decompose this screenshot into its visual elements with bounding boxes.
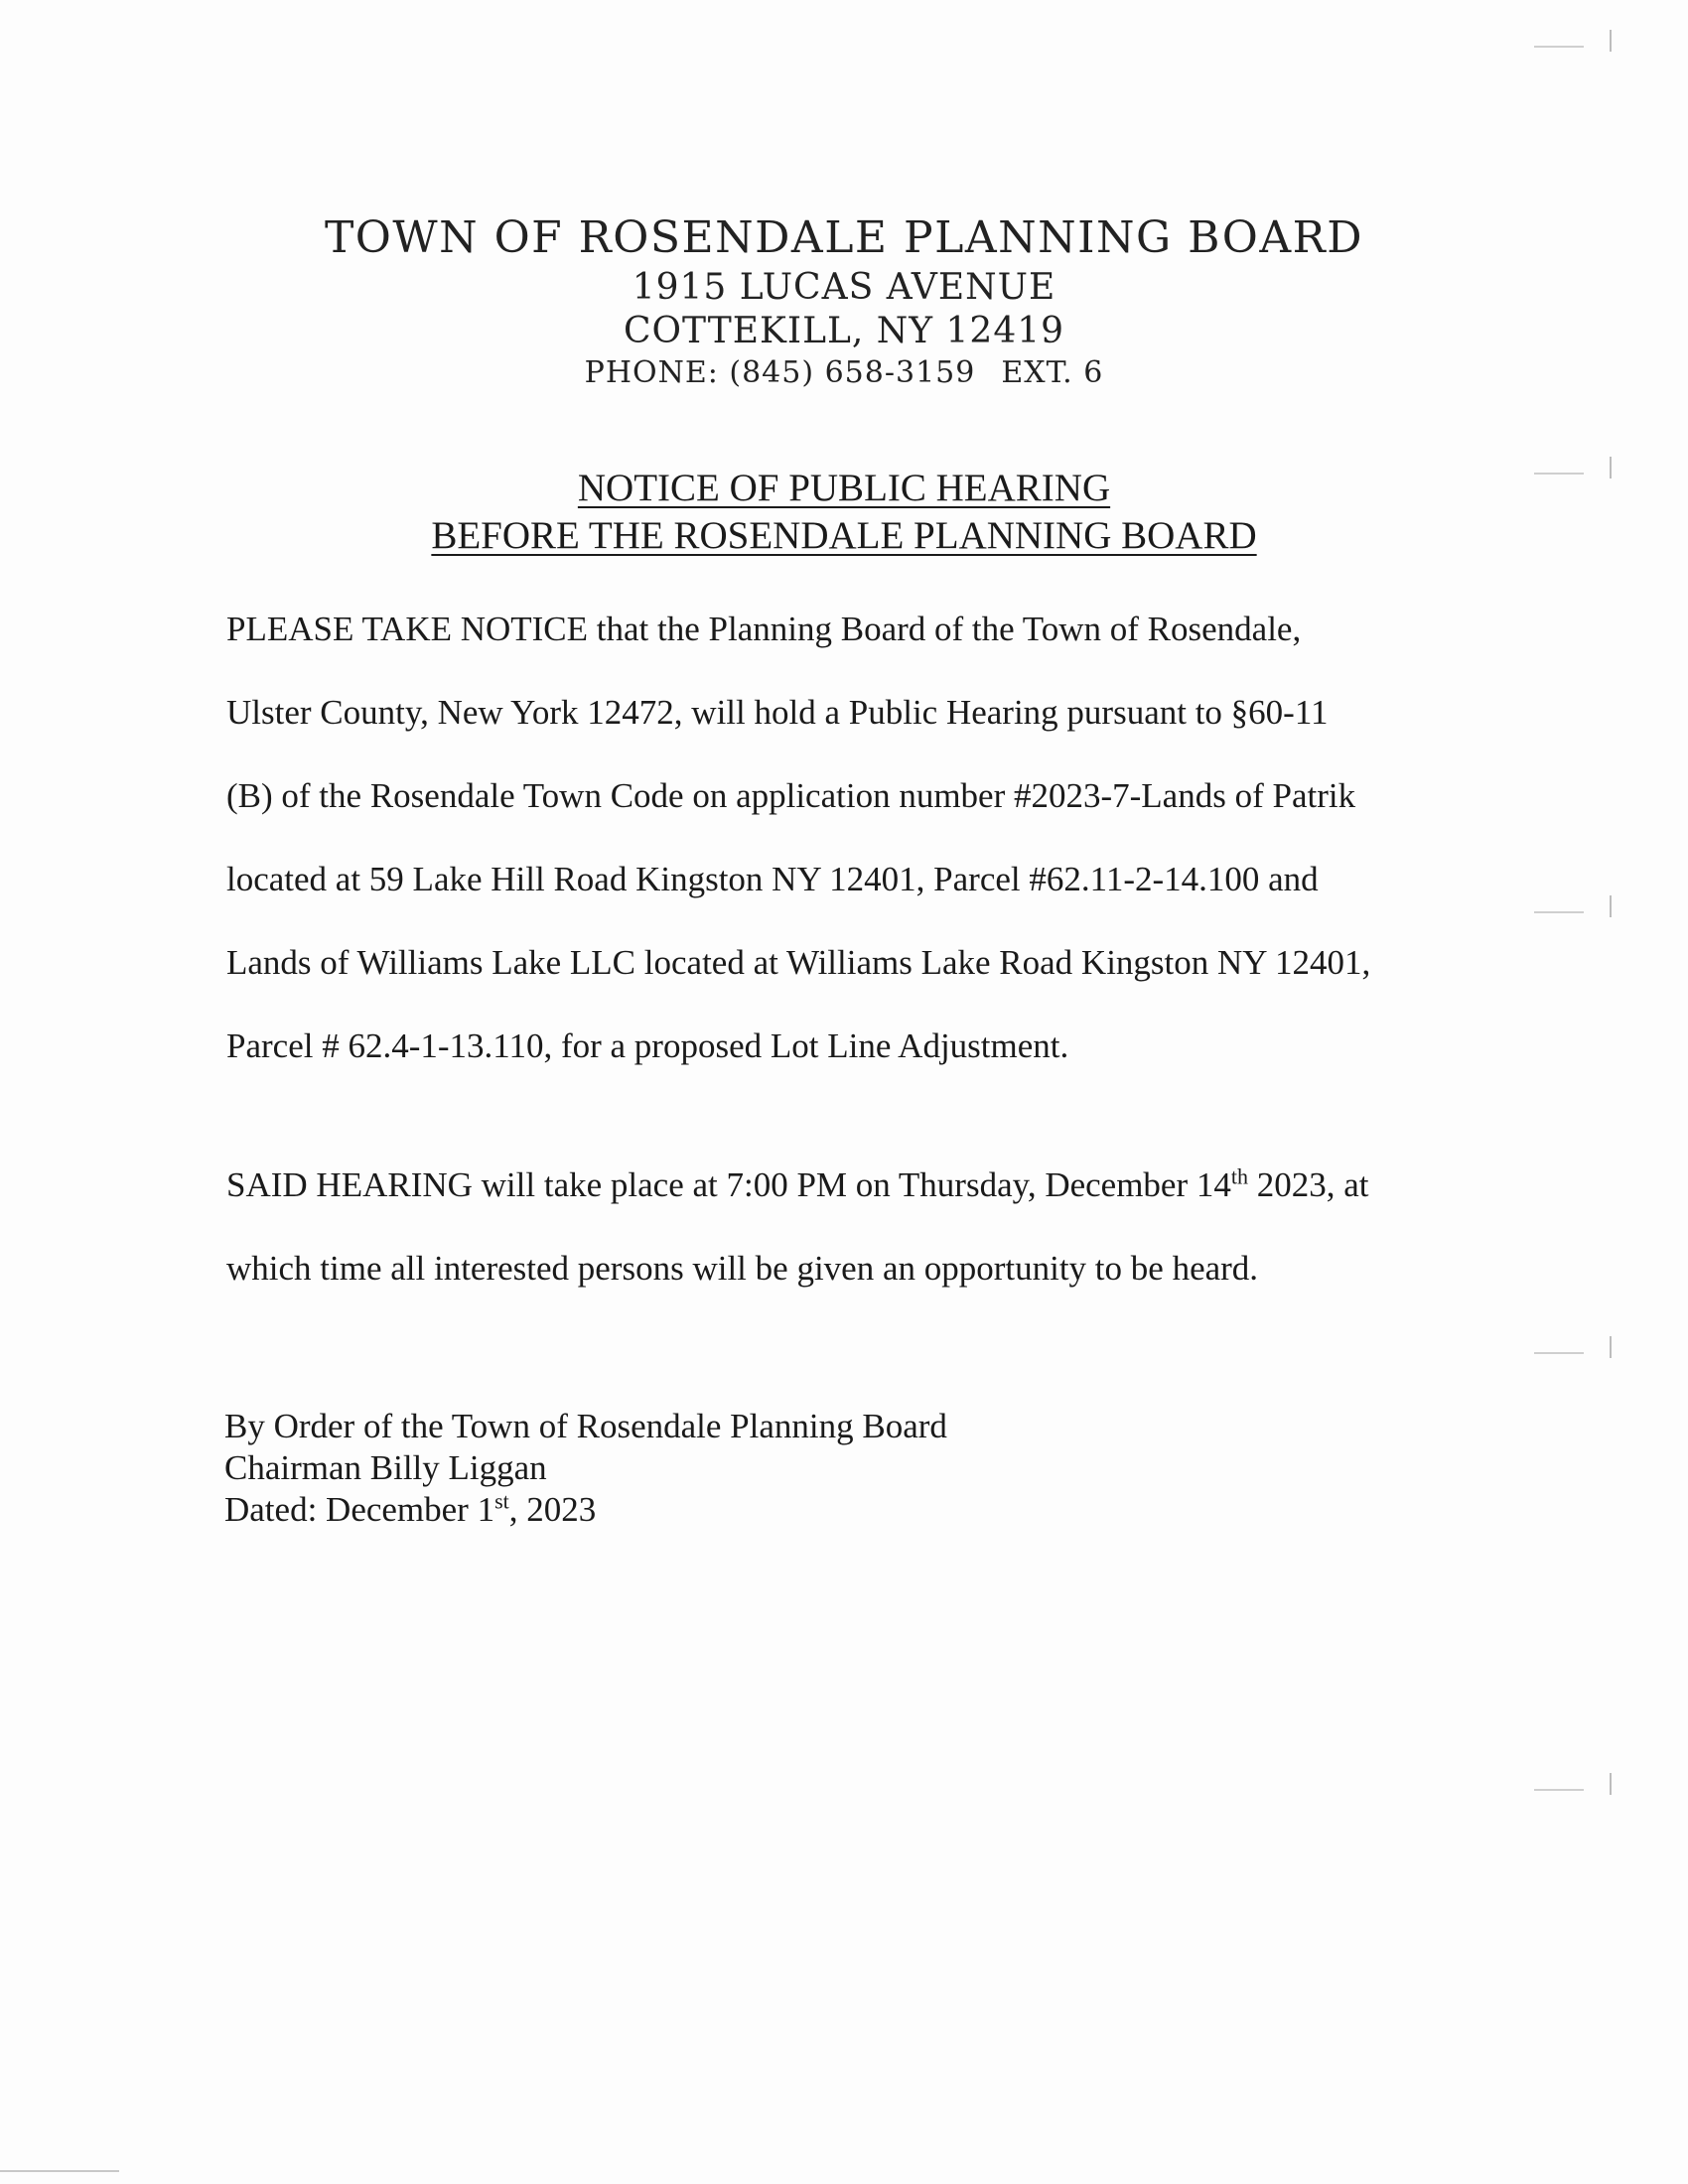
scan-artifact	[1534, 40, 1614, 54]
organization-name: TOWN OF ROSENDALE PLANNING BOARD	[324, 212, 1364, 263]
phone-number: PHONE: (845) 658-3159	[584, 355, 976, 390]
hearing-text: SAID HEARING will take place at 7:00 PM on Thursday, December 14	[226, 1165, 1231, 1204]
paragraph-line: Lands of Williams Lake LLC located at Williams Lake Road Kingston NY 12401,	[226, 943, 1371, 982]
signature-order: By Order of the Town of Rosendale Planning Board	[224, 1407, 947, 1445]
notice-title	[0, 465, 1688, 560]
notice-paragraph	[226, 588, 1477, 1088]
notice-title-line2: BEFORE THE ROSENDALE PLANNING BOARD	[431, 514, 1257, 557]
paragraph-line: PLEASE TAKE NOTICE that the Planning Board of the Town of Rosendale,	[226, 610, 1302, 648]
dated-suffix: st	[494, 1488, 509, 1514]
hearing-line: which time all interested persons will be given an opportunity to be heard.	[226, 1249, 1259, 1288]
notice-title-line1: NOTICE OF PUBLIC HEARING	[577, 467, 1111, 509]
hearing-paragraph	[226, 1144, 1477, 1310]
scan-artifact	[1534, 905, 1614, 919]
dated-year: , 2023	[508, 1490, 597, 1529]
city-address: COTTEKILL, NY 12419	[623, 311, 1065, 351]
street-address: 1915 LUCAS AVENUE	[632, 267, 1056, 308]
scan-artifact	[1534, 1346, 1614, 1360]
hearing-text-tail: 2023, at	[1248, 1165, 1369, 1204]
letterhead	[0, 210, 1688, 393]
hearing-line	[226, 1144, 1477, 1227]
signature-block	[224, 1406, 947, 1531]
dated-text: Dated: December 1	[224, 1490, 495, 1529]
scan-artifact	[1534, 1783, 1614, 1797]
paragraph-line: located at 59 Lake Hill Road Kingston NY 12401, Parcel #62.11-2-14.100 and	[226, 860, 1319, 898]
date-suffix: th	[1230, 1163, 1248, 1189]
phone-extension: EXT. 6	[1001, 355, 1104, 390]
signature-dated	[224, 1489, 947, 1531]
paragraph-line: Ulster County, New York 12472, will hold a Public Hearing pursuant to §60-11	[226, 693, 1329, 732]
paragraph-line: (B) of the Rosendale Town Code on application number #2023-7-Lands of Patrik	[226, 776, 1356, 815]
scan-edge-line	[0, 2170, 119, 2172]
scan-artifact	[1534, 467, 1614, 480]
paragraph-line: Parcel # 62.4-1-13.110, for a proposed Lot Line Adjustment.	[226, 1026, 1069, 1065]
signature-chairman: Chairman Billy Liggan	[224, 1448, 547, 1487]
phone-line	[0, 353, 1688, 393]
